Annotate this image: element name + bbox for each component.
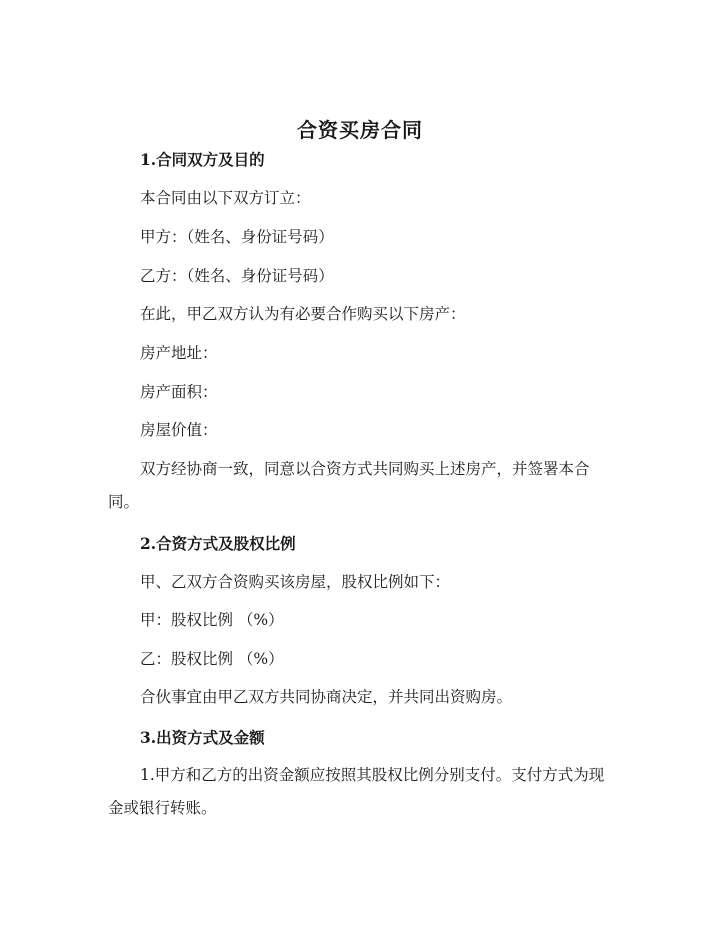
paragraph: 双方经协商一致，同意以合资方式共同购买上述房产，并签署本合同。 (108, 460, 590, 511)
paragraph: 1.甲方和乙方的出资金额应按照其股权比例分别支付。支付方式为现金或银行转账。 (108, 766, 605, 817)
text-line: 甲方：（姓名、身份证号码） (140, 228, 334, 246)
text-line: 乙：股权比例 （%） (140, 650, 284, 668)
text-line: 房产面积： (140, 383, 218, 401)
section-heading-1: 1.合同双方及目的 (140, 150, 265, 169)
text-line: 乙方：（姓名、身份证号码） (140, 267, 334, 285)
text-line: 房产地址： (140, 344, 218, 362)
section-heading-3: 3.出资方式及金额 (140, 728, 265, 747)
text-line: 在此，甲乙双方认为有必要合作购买以下房产： (140, 305, 466, 323)
text-line: 房屋价值： (140, 421, 218, 439)
text-line: 甲、乙双方合资购买该房屋，股权比例如下： (140, 573, 451, 591)
text-line: 甲：股权比例 （%） (140, 611, 284, 629)
section-heading-2: 2.合资方式及股权比例 (140, 534, 296, 553)
text-line: 本合同由以下双方订立： (140, 189, 311, 207)
text-line: 合伙事宜由甲乙双方共同协商决定，并共同出资购房。 (140, 688, 513, 706)
document-title: 合资买房合同 (297, 118, 423, 142)
